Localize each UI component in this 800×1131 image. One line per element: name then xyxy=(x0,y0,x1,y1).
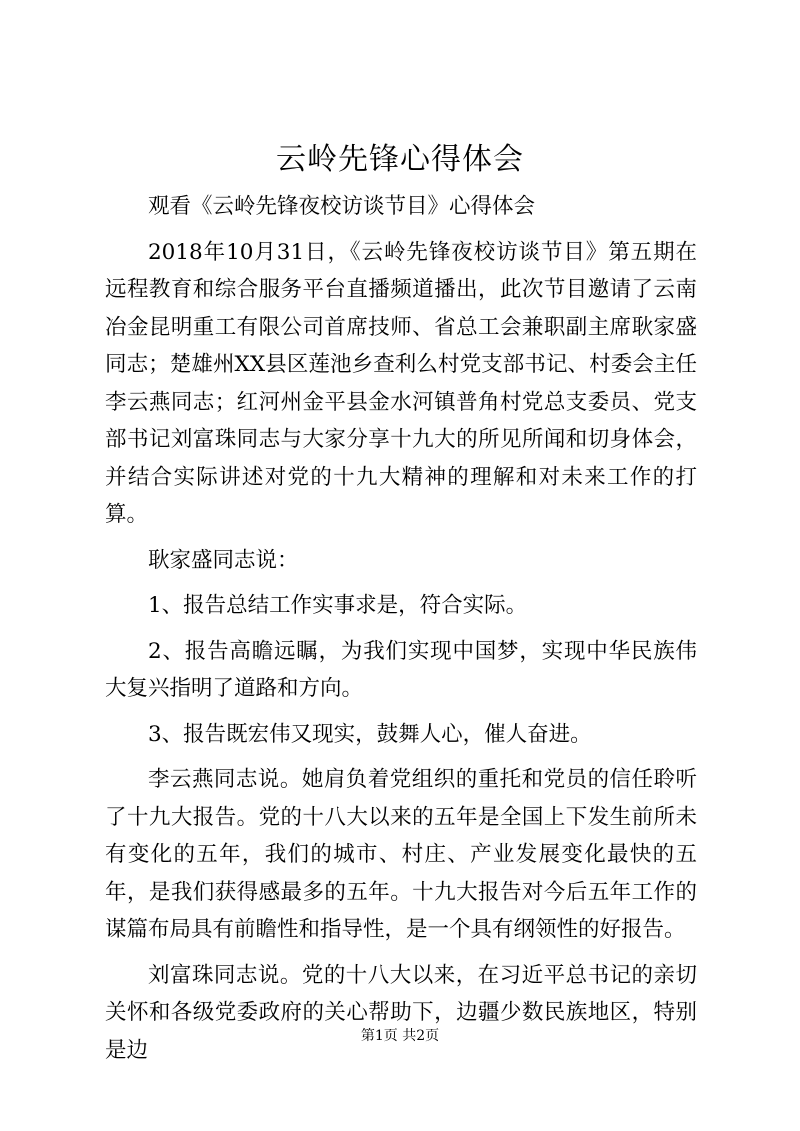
paragraph-point-1: 1、报告总结工作实事求是，符合实际。 xyxy=(148,593,528,618)
paragraph-point-3: 3、报告既宏伟又现实，鼓舞人心，催人奋进。 xyxy=(148,721,592,747)
paragraph-speaker-li: 李云燕同志说。她肩负着党组织的重托和党员的信任聆听了十九大报告。党的十八大以来的五年是全国上下发生前所未有变化的五年，我们的城市、村庄、产业发展变化最快的五年，是我们获得感最多的五年。十九大报告对今后五年工作的谋篇布局具有前瞻性和指导性，是一个具有纲领性的好报告。 xyxy=(105,767,697,942)
page-footer: 第1页 共2页 xyxy=(360,1028,440,1044)
document-body xyxy=(105,188,697,1069)
paragraph-subtitle: 观看《云岭先锋夜校访谈节目》心得体会 xyxy=(148,194,536,219)
paragraph-speaker-geng: 耿家盛同志说： xyxy=(148,547,299,573)
paragraph-speaker-liu: 刘富珠同志说。党的十八大以来，在习近平总书记的亲切关怀和各级党委政府的关心帮助下，边疆少数民族地区，特别是边 xyxy=(105,962,697,1063)
paragraph-point-2: 2、报告高瞻远瞩，为我们实现中国梦，实现中华民族伟大复兴指明了道路和方向。 xyxy=(105,638,697,701)
paragraph-intro: 2018年10月31日，《云岭先锋夜校访谈节目》第五期在远程教育和综合服务平台直播频道播出，此次节目邀请了云南冶金昆明重工有限公司首席技师、省总工会兼职副主席耿家盛同志；楚雄州XX县区莲池乡查利么村党支部书记、村委会主任李云燕同志；红河州金平县金水河镇普角村党总支委员、党支部书记刘富珠同志与大家分享十九大的所见所闻和切身体会，并结合实际讲述对党的十九大精神的理解和对未来工作的打算。 xyxy=(105,239,697,527)
document-title: 云岭先锋心得体会 xyxy=(276,142,524,177)
